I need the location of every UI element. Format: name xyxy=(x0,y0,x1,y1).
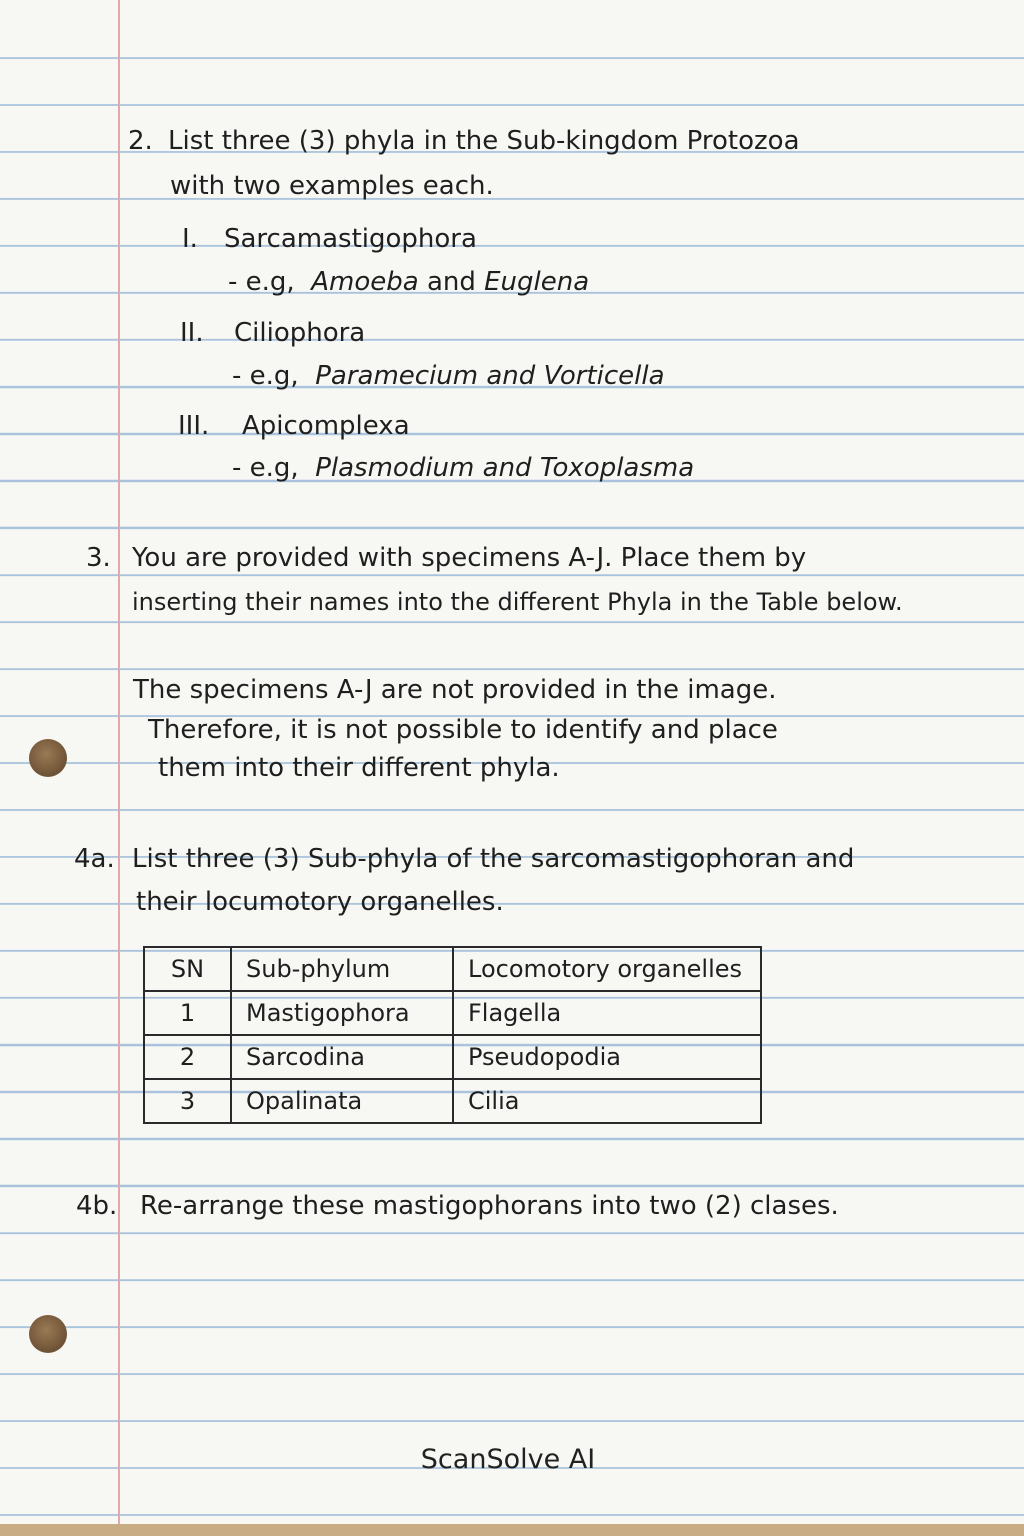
table-header-cell: Sub-phylum xyxy=(231,947,453,991)
punch-hole xyxy=(29,1315,67,1353)
q2-item-numeral: I. xyxy=(182,224,198,254)
table-cell: Opalinata xyxy=(231,1079,453,1123)
q3-number: 3. xyxy=(86,543,111,573)
q2-item-phylum: Sarcamastigophora xyxy=(224,224,477,254)
locomotory-table xyxy=(143,946,762,1124)
q2-item-examples: - e.g, Plasmodium and Toxoplasma xyxy=(232,453,695,483)
q2-item-examples: - e.g, Paramecium and Vorticella xyxy=(232,361,665,391)
q2-item-examples: - e.g, Amoeba and Euglena xyxy=(228,267,590,297)
footer-brand: ScanSolve AI xyxy=(420,1444,596,1475)
q2-item-phylum: Apicomplexa xyxy=(242,411,410,441)
table-header-cell: SN xyxy=(144,947,231,991)
table-cell: Mastigophora xyxy=(231,991,453,1035)
q4b-question-line1: Re-arrange these mastigophorans into two (2) clases. xyxy=(140,1191,839,1221)
table-row xyxy=(144,1079,761,1123)
table-cell: 1 xyxy=(144,991,231,1035)
q2-question-line2: with two examples each. xyxy=(170,171,494,201)
table-row xyxy=(144,991,761,1035)
table-header-row xyxy=(144,947,761,991)
table-cell: 2 xyxy=(144,1035,231,1079)
table-cell: Pseudopodia xyxy=(453,1035,761,1079)
q2-item-numeral: III. xyxy=(178,411,210,441)
table-cell: Sarcodina xyxy=(231,1035,453,1079)
q2-item-numeral: II. xyxy=(180,318,204,348)
q2-question-line1: List three (3) phyla in the Sub-kingdom Protozoa xyxy=(168,126,800,156)
table-cell: 3 xyxy=(144,1079,231,1123)
q3-question-line1: You are provided with specimens A-J. Place them by xyxy=(132,543,807,573)
table-cell: Cilia xyxy=(453,1079,761,1123)
margin-line xyxy=(118,0,120,1524)
table-cell: Flagella xyxy=(453,991,761,1035)
q3-answer-line2: Therefore, it is not possible to identify and place xyxy=(148,715,778,745)
q3-answer-line1: The specimens A-J are not provided in the image. xyxy=(133,675,777,705)
q4a-question-line1: List three (3) Sub-phyla of the sarcomastigophoran and xyxy=(132,844,855,874)
q4b-number: 4b. xyxy=(76,1191,118,1221)
table-header-cell: Locomotory organelles xyxy=(453,947,761,991)
q2-number: 2. xyxy=(128,126,153,156)
q4a-question-line2: their locumotory organelles. xyxy=(136,887,504,917)
q3-answer-line3: them into their different phyla. xyxy=(158,753,560,783)
q2-item-phylum: Ciliophora xyxy=(234,318,366,348)
q4a-number: 4a. xyxy=(74,844,115,874)
desk-edge xyxy=(0,1524,1024,1536)
punch-hole xyxy=(29,739,67,777)
table-row xyxy=(144,1035,761,1079)
q3-question-line2: inserting their names into the different Phyla in the Table below. xyxy=(132,588,903,616)
